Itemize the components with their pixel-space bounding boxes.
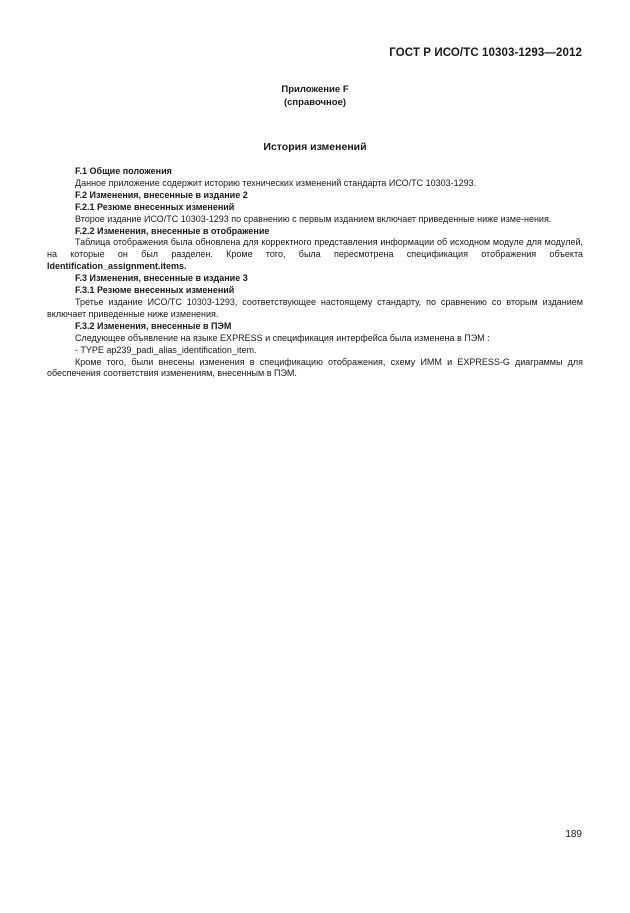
section-f32-heading: F.3.2 Изменения, внесенные в ПЭМ [75, 320, 232, 331]
annex-title: Приложение F [281, 84, 349, 95]
section-f32-item: - TYPE ap239_padi_alias_identification_item. [75, 344, 257, 355]
section-f3-heading: F.3 Изменения, внесенные в издание 3 [75, 273, 248, 284]
section-f31-text: Третье издание ИСО/ТС 10303-1293, соответствующее настоящему стандарту, по сравнению со вторым изданием включает приведенные ниже изменения. [47, 296, 583, 319]
section-f32-text2: Кроме того, были внесены изменения в спецификацию отображения, схему ИММ и EXPRESS-G диаграммы для обеспечения соответствия изменениям, внесенным в ПЭМ. [47, 356, 583, 379]
section-f22-text [47, 237, 583, 273]
section-f1-heading: F.1 Общие положения [75, 166, 172, 176]
section-f31-heading: F.3.1 Резюме внесенных изменений [75, 285, 235, 296]
document-code-header: ГОСТ Р ИСО/ТС 10303-1293—2012 [389, 47, 582, 59]
section-f1-text: Данное приложение содержит историю технических изменений стандарта ИСО/ТС 10303-1293. [75, 177, 477, 188]
annex-subtitle: (справочное) [283, 97, 347, 108]
document-body [47, 166, 583, 380]
page-number: 189 [565, 829, 582, 840]
history-title: История изменений [263, 141, 367, 153]
section-f22-entity: Identification_assignment.items. [47, 261, 187, 272]
section-f22-heading: F.2.2 Изменения, внесенные в отображение [75, 225, 270, 236]
section-f2-heading: F.2 Изменения, внесенные в издание 2 [75, 189, 248, 200]
section-f32-text: Следующее объявление на языке EXPRESS и спецификация интерфейса была изменена в ПЭМ : [75, 332, 490, 343]
annex-heading [0, 83, 630, 109]
section-f22-text-body: Таблица отображения была обновлена для корректного представления информации об исходном модуле для модулей, на которые он был разделен. Кроме того, была пересмотрена спецификация отображения объекта [47, 237, 583, 260]
section-f21-heading: F.2.1 Резюме внесенных изменений [75, 201, 235, 212]
section-f21-text: Второе издание ИСО/ТС 10303-1293 по сравнению с первым изданием включает приведенные ниже изме-нения. [75, 213, 552, 224]
